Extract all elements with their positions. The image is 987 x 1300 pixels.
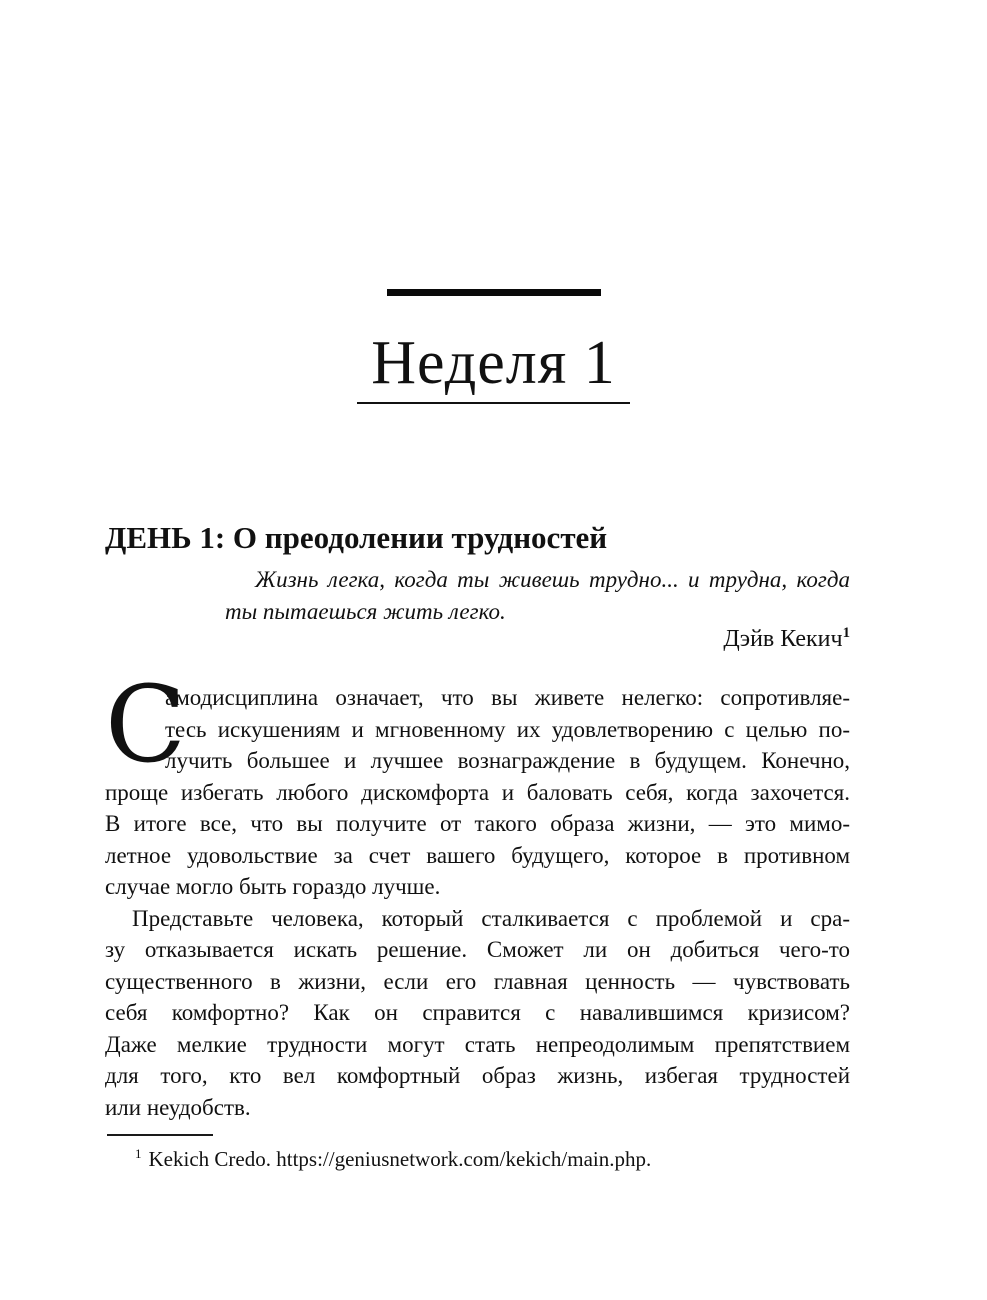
epigraph-quote — [225, 564, 850, 628]
text-line: случае могло быть гораздо лучше. — [105, 874, 441, 899]
day-heading: ДЕНЬ 1: О преодолении трудностей — [105, 519, 608, 555]
text-line: Жизнь легка, когда ты живешь трудно... и трудна, когда — [255, 567, 850, 592]
text-line: для того, кто вел комфортный образ жизнь, избегая трудностей — [105, 1063, 850, 1088]
text-line: В итоге все, что вы получите от такого образа жизни, — это мимо- — [105, 811, 850, 836]
paragraph-lines — [105, 903, 850, 1124]
text-line: Представьте человека, который сталкивается с проблемой и сра- — [132, 905, 850, 931]
text-line: тесь искушениям и мгновенному их удовлетворению с целью по- — [165, 716, 850, 742]
chapter-title: Неделя 1 — [357, 330, 630, 404]
footnote-text: Kekich Credo. https://geniusnetwork.com/kekich/main.php. — [148, 1147, 652, 1171]
paragraph — [105, 663, 850, 903]
paragraph — [105, 903, 850, 1124]
dropcap-letter: С — [105, 663, 187, 786]
attribution-name: Дэйв Кекич — [723, 626, 843, 652]
paragraph-lines — [105, 777, 850, 903]
text-line: существенного в жизни, если его главная ценность — чувствовать — [105, 968, 850, 994]
text-line: амодисциплина означает, что вы живете нелегко: сопротивляе- — [165, 685, 850, 710]
footnote-reference-mark: 1 — [842, 625, 850, 641]
page-content — [105, 0, 850, 1300]
paragraph-lines-beside-dropcap — [105, 682, 850, 777]
text-line: или неудобств. — [105, 1094, 251, 1120]
text-line: зу отказывается искать решение. Сможет ли он добиться чего-то — [105, 937, 850, 962]
body-text — [105, 663, 850, 1123]
footnote — [105, 1146, 850, 1173]
footnote-mark: 1 — [135, 1146, 142, 1161]
text-line: лучить большее и лучшее вознаграждение в будущем. Конечно, — [165, 748, 850, 773]
epigraph-attribution — [105, 624, 850, 654]
footnote-divider — [107, 1134, 213, 1136]
text-line: себя комфортно? Как он справится с навалившимся кризисом? — [105, 1000, 850, 1025]
text-line: ты пытаешься жить легко. — [225, 599, 506, 624]
text-line: летное удовольствие за счет вашего будущего, которое в противном — [105, 842, 850, 868]
text-line: проще избегать любого дискомфорта и баловать себя, когда захочется. — [105, 779, 850, 805]
text-line: Даже мелкие трудности могут стать непреодолимым препятствием — [105, 1031, 850, 1057]
